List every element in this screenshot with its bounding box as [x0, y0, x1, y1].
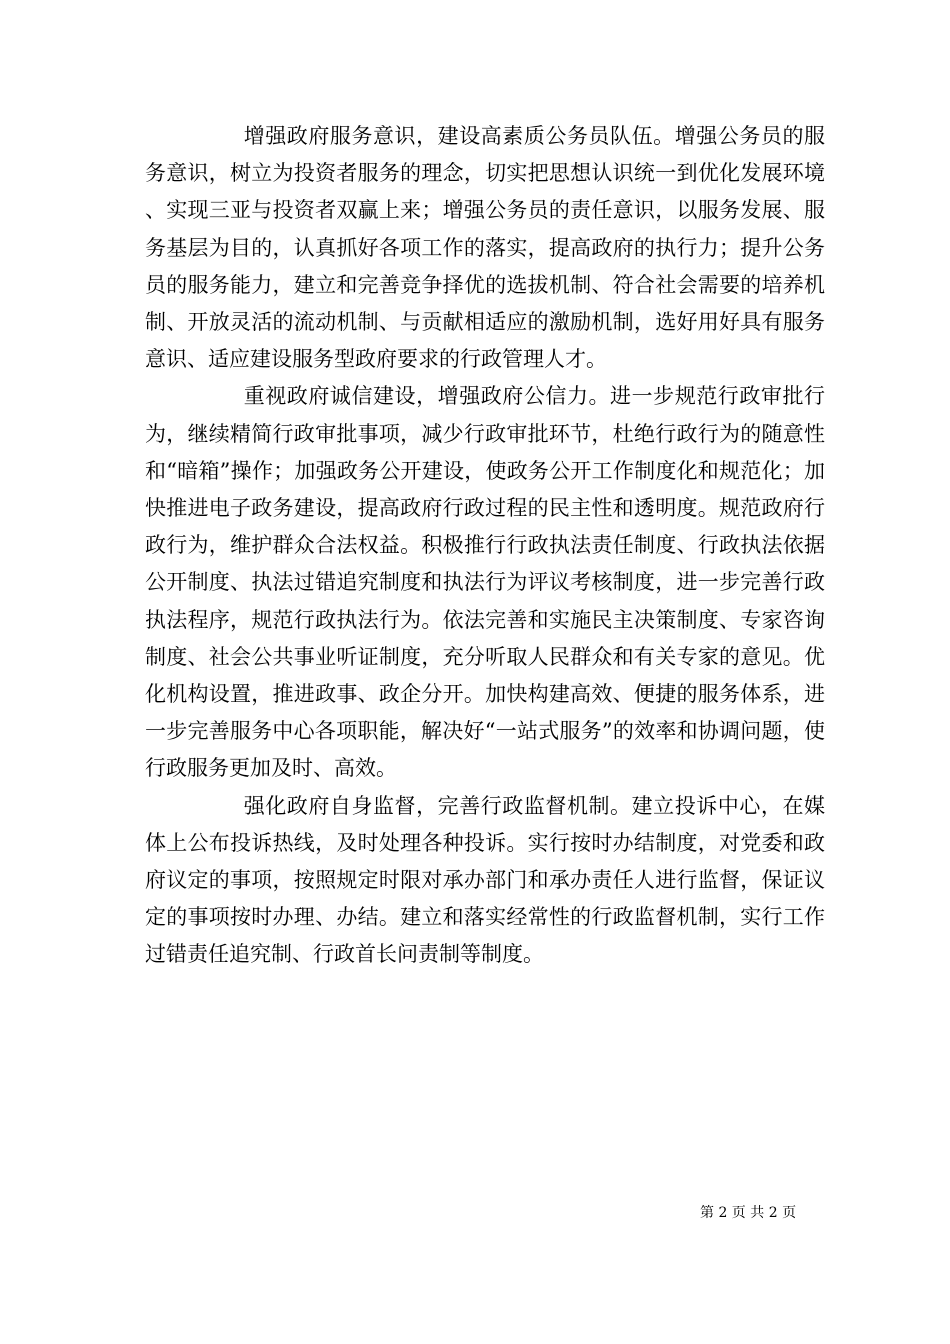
paragraph-service-awareness: 增强政府服务意识，建设高素质公务员队伍。增强公务员的服务意识，树立为投资者服务的理念，切实把思想认识统一到优化发展环境、实现三亚与投资者双赢上来；增强公务员的责任意识，以服务发展、服务基层为目的，认真抓好各项工作的落实，提高政府的执行力；提升公务员的服务能力，建立和完善竞争择优的选拔机制、符合社会需要的培养机制、开放灵活的流动机制、与贡献相适应的激励机制，选好用好具有服务意识、适应建设服务型政府要求的行政管理人才。: [145, 124, 825, 372]
paragraph-government-integrity: 重视政府诚信建设，增强政府公信力。进一步规范行政审批行为，继续精简行政审批事项，减少行政审批环节，杜绝行政行为的随意性和“暗箱”操作；加强政务公开建设，使政务公开工作制度化和规范化；加快推进电子政务建设，提高政府行政过程的民主性和透明度。规范政府行政行为，维护群众合法权益。积极推行行政执法责任制度、行政执法依据公开制度、执法过错追究制度和执法行为评议考核制度，进一步完善行政执法程序，规范行政执法行为。依法完善和实施民主决策制度、专家咨询制度、社会公共事业听证制度，充分听取人民群众和有关专家的意见。优化机构设置，推进政事、政企分开。加快构建高效、便捷的服务体系，进一步完善服务中心各项职能，解决好“一站式服务”的效率和协调问题，使行政服务更加及时、高效。: [145, 384, 825, 781]
document-body: [145, 118, 825, 974]
paragraph-self-supervision: 强化政府自身监督，完善行政监督机制。建立投诉中心，在媒体上公布投诉热线，及时处理各种投诉。实行按时办结制度，对党委和政府议定的事项，按照规定时限对承办部门和承办责任人进行监督，保证议定的事项按时办理、办结。建立和落实经常性的行政监督机制，实行工作过错责任追究制、行政首长问责制等制度。: [145, 793, 825, 967]
page-number-footer: 第 2 页 共 2 页: [700, 1205, 797, 1221]
